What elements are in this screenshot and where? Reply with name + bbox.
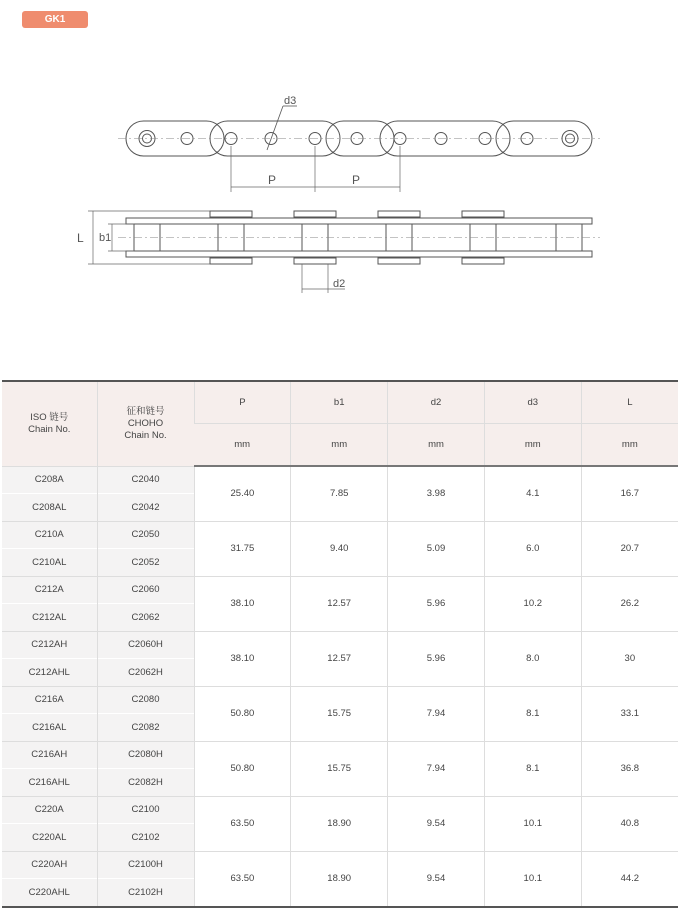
iso-chain-no: C216AL [2,714,97,742]
col-header-b1: b1 [291,381,388,424]
value-b1: 12.57 [291,631,388,686]
choho-chain-no: C2050 [97,521,194,549]
unit-b1: mm [291,424,388,467]
iso-chain-no: C216A [2,686,97,714]
iso-chain-no: C210AL [2,549,97,577]
value-d3: 6.0 [484,521,581,576]
choho-chain-no: C2102 [97,824,194,852]
choho-chain-no: C2102H [97,879,194,907]
table-row [2,521,678,549]
value-d3: 8.1 [484,686,581,741]
value-b1: 7.85 [291,466,388,521]
value-l: 26.2 [581,576,678,631]
value-d3: 10.1 [484,796,581,851]
value-d2: 9.54 [388,796,485,851]
choho-chain-no: C2062 [97,604,194,632]
choho-chain-no: C2080H [97,741,194,769]
value-l: 16.7 [581,466,678,521]
choho-chain-no: C2052 [97,549,194,577]
value-d3: 8.0 [484,631,581,686]
pitch-label: P [352,173,361,187]
chain-spec-table [2,380,678,908]
value-p: 31.75 [194,521,291,576]
iso-chain-no: C216AH [2,741,97,769]
value-b1: 12.57 [291,576,388,631]
col-header-d2: d2 [388,381,485,424]
iso-chain-no: C216AHL [2,769,97,797]
value-d2: 7.94 [388,686,485,741]
iso-chain-no: C208AL [2,494,97,522]
unit-d2: mm [388,424,485,467]
value-l: 44.2 [581,851,678,907]
choho-chain-no: C2082 [97,714,194,742]
table-row [2,686,678,714]
value-d3: 10.2 [484,576,581,631]
value-b1: 15.75 [291,686,388,741]
table-row [2,576,678,604]
iso-chain-no: C220AL [2,824,97,852]
iso-chain-no: C212AHL [2,659,97,687]
value-d2: 5.09 [388,521,485,576]
table-row [2,466,678,494]
value-b1: 18.90 [291,851,388,907]
value-l: 20.7 [581,521,678,576]
choho-chain-no: C2060 [97,576,194,604]
section-tag: GK1 [22,11,88,28]
choho-chain-no: C2100 [97,796,194,824]
col-header-d3: d3 [484,381,581,424]
choho-chain-no: C2062H [97,659,194,687]
choho-chain-no: C2040 [97,466,194,494]
length-label: L [77,231,84,245]
d3-label: d3 [284,95,297,107]
value-b1: 18.90 [291,796,388,851]
choho-chain-no: C2042 [97,494,194,522]
choho-chain-no: C2060H [97,631,194,659]
value-l: 40.8 [581,796,678,851]
value-l: 30 [581,631,678,686]
value-p: 38.10 [194,576,291,631]
iso-chain-no: C220AHL [2,879,97,907]
choho-chain-header: 征和链号 CHOHO Chain No. [97,381,194,466]
value-b1: 9.40 [291,521,388,576]
iso-chain-no: C220AH [2,851,97,879]
iso-chain-no: C210A [2,521,97,549]
value-b1: 15.75 [291,741,388,796]
value-p: 50.80 [194,686,291,741]
unit-l: mm [581,424,678,467]
value-d2: 7.94 [388,741,485,796]
value-p: 50.80 [194,741,291,796]
value-d3: 10.1 [484,851,581,907]
value-p: 63.50 [194,851,291,907]
table-row [2,631,678,659]
d2-label: d2 [333,278,346,290]
value-d2: 5.96 [388,631,485,686]
iso-chain-header: ISO 链号 Chain No. [2,381,97,466]
choho-chain-no: C2080 [97,686,194,714]
unit-d3: mm [484,424,581,467]
iso-chain-no: C212AH [2,631,97,659]
choho-chain-no: C2082H [97,769,194,797]
iso-chain-no: C208A [2,466,97,494]
unit-p: mm [194,424,291,467]
col-header-p: P [194,381,291,424]
value-d2: 3.98 [388,466,485,521]
value-d2: 9.54 [388,851,485,907]
table-row [2,851,678,879]
iso-chain-no: C220A [2,796,97,824]
value-l: 36.8 [581,741,678,796]
choho-chain-no: C2100H [97,851,194,879]
value-l: 33.1 [581,686,678,741]
iso-chain-no: C212A [2,576,97,604]
value-p: 38.10 [194,631,291,686]
iso-chain-no: C212AL [2,604,97,632]
table-row [2,741,678,769]
value-d3: 4.1 [484,466,581,521]
chain-drawing [0,80,680,310]
value-d2: 5.96 [388,576,485,631]
value-p: 25.40 [194,466,291,521]
pitch-label: P [268,173,277,187]
table-row [2,796,678,824]
value-p: 63.50 [194,796,291,851]
b1-label: b1 [99,232,112,244]
value-d3: 8.1 [484,741,581,796]
col-header-l: L [581,381,678,424]
